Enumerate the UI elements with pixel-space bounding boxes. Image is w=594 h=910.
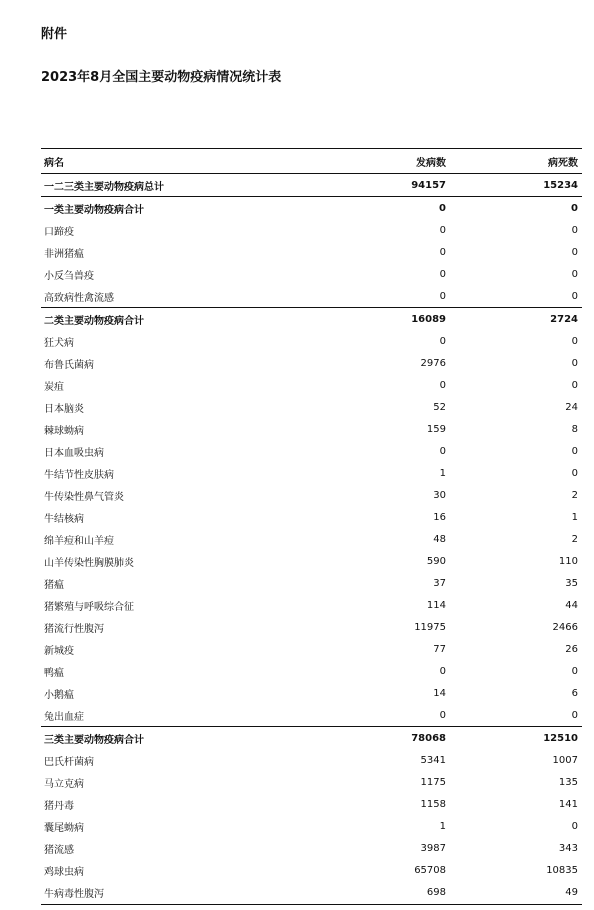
cell-disease-name: 二类主要动物疫病合计 — [44, 315, 144, 327]
cell-incidence: 159 — [426, 423, 446, 435]
cell-incidence: 30 — [433, 489, 446, 501]
table-row — [41, 837, 582, 859]
cell-deaths: 49 — [565, 886, 578, 898]
table-row — [41, 418, 582, 440]
cell-disease-name: 牛病毒性腹泻 — [44, 888, 104, 900]
cell-disease-name: 炭疽 — [44, 381, 64, 393]
table-row — [41, 528, 582, 550]
table-row — [41, 704, 582, 726]
cell-incidence: 14 — [433, 687, 446, 699]
cell-incidence: 37 — [433, 577, 446, 589]
table-row — [41, 793, 582, 815]
table-subtotal-row — [41, 174, 582, 196]
table-row — [41, 616, 582, 638]
cell-incidence: 94157 — [411, 179, 446, 191]
cell-deaths: 44 — [565, 599, 578, 611]
cell-incidence: 0 — [439, 290, 446, 302]
cell-incidence: 48 — [433, 533, 446, 545]
table-row — [41, 771, 582, 793]
table-header-row — [41, 149, 582, 174]
cell-deaths: 12510 — [543, 732, 578, 744]
cell-disease-name: 非洲猪瘟 — [44, 248, 84, 260]
cell-deaths: 10835 — [546, 864, 578, 876]
cell-incidence: 11975 — [414, 621, 446, 633]
cell-disease-name: 猪流行性腹泻 — [44, 623, 104, 635]
table-row — [41, 859, 582, 881]
cell-deaths: 0 — [571, 445, 578, 457]
table-row — [41, 374, 582, 396]
header-deaths: 病死数 — [548, 157, 578, 169]
cell-incidence: 590 — [426, 555, 446, 567]
cell-disease-name: 绵羊痘和山羊痘 — [44, 535, 114, 547]
cell-deaths: 141 — [558, 798, 578, 810]
cell-incidence: 0 — [439, 224, 446, 236]
document-title: 2023年8月全国主要动物疫病情况统计表 — [41, 70, 282, 85]
cell-disease-name: 狂犬病 — [44, 337, 74, 349]
cell-incidence: 0 — [439, 709, 446, 721]
cell-incidence: 5341 — [420, 754, 446, 766]
cell-disease-name: 一二三类主要动物疫病总计 — [44, 181, 164, 193]
cell-deaths: 35 — [565, 577, 578, 589]
cell-disease-name: 布鲁氏菌病 — [44, 359, 94, 371]
cell-incidence: 0 — [439, 335, 446, 347]
cell-disease-name: 日本脑炎 — [44, 403, 84, 415]
cell-deaths: 0 — [571, 268, 578, 280]
cell-deaths: 1 — [571, 511, 578, 523]
cell-deaths: 0 — [571, 246, 578, 258]
table-row — [41, 462, 582, 484]
cell-incidence: 0 — [439, 379, 446, 391]
cell-incidence: 0 — [439, 202, 446, 214]
header-incidence: 发病数 — [416, 157, 446, 169]
cell-deaths: 24 — [565, 401, 578, 413]
cell-deaths: 343 — [558, 842, 578, 854]
table-row — [41, 815, 582, 837]
cell-incidence: 698 — [426, 886, 446, 898]
cell-deaths: 6 — [571, 687, 578, 699]
cell-incidence: 1158 — [420, 798, 446, 810]
table-row — [41, 440, 582, 462]
cell-deaths: 0 — [571, 224, 578, 236]
cell-disease-name: 口蹄疫 — [44, 226, 74, 238]
cell-disease-name: 兔出血症 — [44, 711, 84, 723]
table-row — [41, 396, 582, 418]
table-row — [41, 285, 582, 307]
cell-deaths: 8 — [571, 423, 578, 435]
cell-deaths: 2724 — [550, 313, 578, 325]
cell-incidence: 0 — [439, 268, 446, 280]
cell-deaths: 135 — [558, 776, 578, 788]
cell-incidence: 114 — [426, 599, 446, 611]
cell-incidence: 16089 — [411, 313, 446, 325]
cell-disease-name: 山羊传染性胸膜肺炎 — [44, 557, 134, 569]
cell-disease-name: 猪流感 — [44, 844, 74, 856]
cell-disease-name: 棘球蚴病 — [44, 425, 84, 437]
cell-disease-name: 马立克病 — [44, 778, 84, 790]
table-bottom-rule — [41, 904, 582, 905]
cell-deaths: 15234 — [543, 179, 578, 191]
cell-incidence: 0 — [439, 665, 446, 677]
table-row — [41, 219, 582, 241]
cell-deaths: 1007 — [552, 754, 578, 766]
cell-disease-name: 牛结核病 — [44, 513, 84, 525]
cell-disease-name: 三类主要动物疫病合计 — [44, 734, 144, 746]
cell-incidence: 3987 — [420, 842, 446, 854]
cell-incidence: 52 — [433, 401, 446, 413]
cell-disease-name: 鸭瘟 — [44, 667, 64, 679]
cell-deaths: 0 — [571, 665, 578, 677]
cell-disease-name: 日本血吸虫病 — [44, 447, 104, 459]
cell-disease-name: 牛结节性皮肤病 — [44, 469, 114, 481]
cell-deaths: 0 — [571, 335, 578, 347]
cell-deaths: 0 — [571, 290, 578, 302]
cell-deaths: 0 — [571, 820, 578, 832]
cell-deaths: 0 — [571, 709, 578, 721]
table-subtotal-row — [41, 196, 582, 219]
cell-disease-name: 高致病性禽流感 — [44, 292, 114, 304]
cell-incidence: 78068 — [411, 732, 446, 744]
cell-disease-name: 鸡球虫病 — [44, 866, 84, 878]
table-row — [41, 749, 582, 771]
table-row — [41, 572, 582, 594]
cell-disease-name: 小鹅瘟 — [44, 689, 74, 701]
cell-incidence: 1 — [439, 467, 446, 479]
cell-deaths: 26 — [565, 643, 578, 655]
table-row — [41, 638, 582, 660]
table-row — [41, 484, 582, 506]
header-disease-name: 病名 — [44, 157, 64, 169]
table-row — [41, 263, 582, 285]
cell-deaths: 2466 — [552, 621, 578, 633]
cell-incidence: 77 — [433, 643, 446, 655]
table-row — [41, 682, 582, 704]
cell-deaths: 0 — [571, 379, 578, 391]
attachment-label: 附件 — [41, 27, 68, 42]
cell-incidence: 0 — [439, 445, 446, 457]
cell-disease-name: 巴氏杆菌病 — [44, 756, 94, 768]
cell-disease-name: 新城疫 — [44, 645, 74, 657]
cell-incidence: 16 — [433, 511, 446, 523]
cell-deaths: 2 — [571, 489, 578, 501]
table-row — [41, 506, 582, 528]
cell-disease-name: 牛传染性鼻气管炎 — [44, 491, 124, 503]
cell-disease-name: 一类主要动物疫病合计 — [44, 204, 144, 216]
table-row — [41, 660, 582, 682]
table-subtotal-row — [41, 726, 582, 749]
table-row — [41, 550, 582, 572]
cell-disease-name: 囊尾蚴病 — [44, 822, 84, 834]
cell-disease-name: 猪瘟 — [44, 579, 64, 591]
cell-incidence: 2976 — [420, 357, 446, 369]
cell-deaths: 0 — [571, 357, 578, 369]
cell-deaths: 0 — [571, 467, 578, 479]
cell-incidence: 1175 — [420, 776, 446, 788]
cell-incidence: 0 — [439, 246, 446, 258]
table-row — [41, 352, 582, 374]
cell-incidence: 65708 — [414, 864, 446, 876]
table-row — [41, 330, 582, 352]
cell-disease-name: 小反刍兽疫 — [44, 270, 94, 282]
cell-disease-name: 猪繁殖与呼吸综合征 — [44, 601, 134, 613]
cell-disease-name: 猪丹毒 — [44, 800, 74, 812]
cell-deaths: 2 — [571, 533, 578, 545]
statistics-table — [41, 148, 582, 903]
table-row — [41, 881, 582, 903]
table-subtotal-row — [41, 307, 582, 330]
cell-deaths: 0 — [571, 202, 578, 214]
cell-incidence: 1 — [439, 820, 446, 832]
table-row — [41, 241, 582, 263]
cell-deaths: 110 — [558, 555, 578, 567]
table-row — [41, 594, 582, 616]
